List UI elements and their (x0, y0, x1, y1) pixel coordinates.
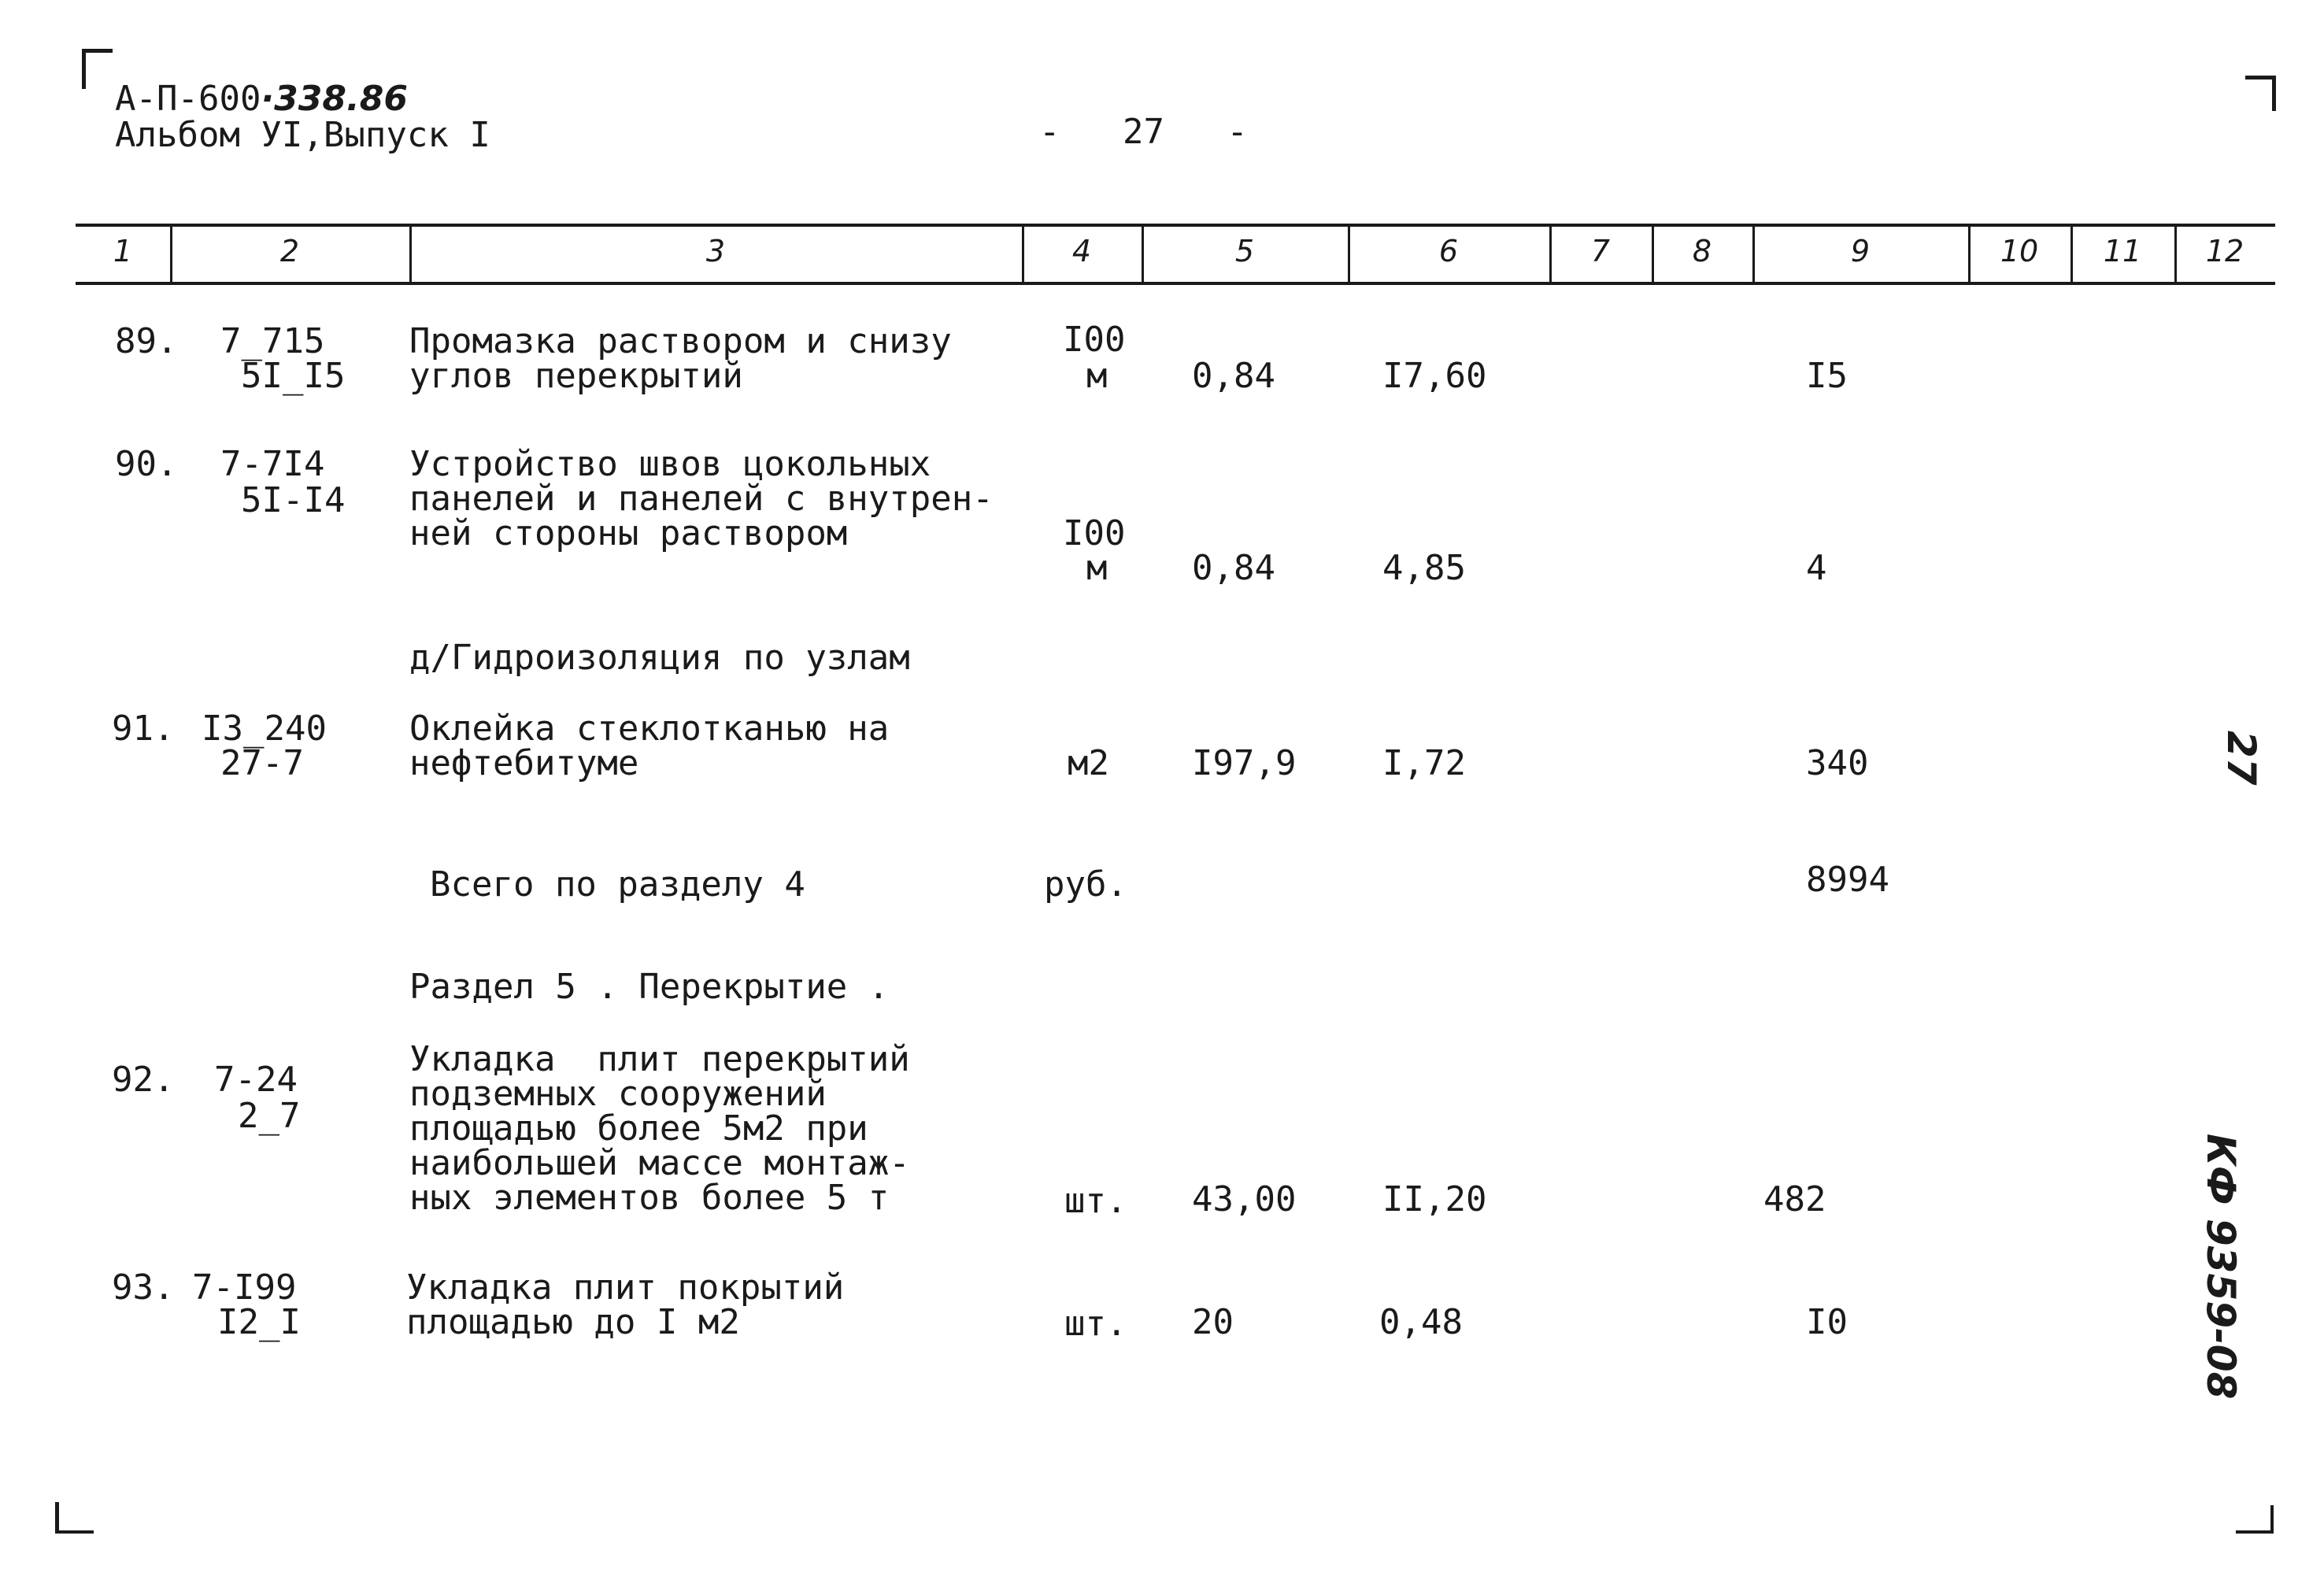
quantity: 0,84 (1192, 356, 1275, 396)
album-label: Альбом УI,Выпуск I (115, 115, 490, 155)
document-code (115, 79, 408, 119)
work-description: Оклейка стеклотканью на нефтебитуме (409, 709, 890, 783)
column-number: 7 (1590, 234, 1611, 268)
unit: м2 (1068, 743, 1109, 783)
unit-sub: м (1086, 356, 1108, 396)
document-code-handwritten: ·338.86 (261, 79, 408, 119)
work-description: Промазка раствором и снизу углов перекрытий (409, 321, 952, 396)
row-number: 91. (112, 709, 175, 749)
corner-mark-top-right (2245, 76, 2276, 111)
column-number: 11 (2103, 234, 2142, 268)
work-description: Устройство швов цокольных панелей и панелей с внутрен- ней стороны раствором (409, 444, 994, 553)
column-number: 1 (113, 234, 133, 268)
unit: I00 (1063, 513, 1126, 553)
column-number: 9 (1850, 234, 1871, 268)
rate-code-sub: 2_7 (238, 1096, 301, 1136)
column-number: 4 (1071, 234, 1092, 268)
unit-price: I,72 (1382, 743, 1466, 783)
subsection-heading: д/Гидроизоляция по узлам (409, 638, 910, 678)
rate-code-sub: 27-7 (220, 743, 304, 783)
unit-price: 4,85 (1382, 548, 1466, 588)
corner-mark-bottom-right (2236, 1505, 2274, 1534)
row-number: 90. (115, 444, 178, 484)
work-description: Укладка плит перекрытий подземных сооружений площадью более 5м2 при наибольшей массе монтаж- ных элементов более 5 т (409, 1039, 910, 1218)
column-number: 6 (1438, 234, 1459, 268)
archive-stamp: КФ 9359-08 (2198, 1134, 2244, 1400)
section-heading: Раздел 5 . Перекрытие . (409, 967, 890, 1007)
unit-price: 0,48 (1379, 1302, 1463, 1342)
column-number: 8 (1692, 234, 1712, 268)
unit-price: I7,60 (1382, 356, 1487, 396)
rate-code: 7-24 (214, 1060, 298, 1100)
row-number: 93. (112, 1267, 175, 1308)
rate-code: 7-I99 (192, 1267, 297, 1308)
page-number: - 27 - (1039, 112, 1248, 152)
row-number: 92. (112, 1060, 175, 1100)
unit: шт. (1064, 1181, 1127, 1221)
rate-code-sub: I2_I (217, 1302, 301, 1342)
rate-code: 7_715 (220, 321, 325, 361)
table-header-top-rule (76, 224, 2275, 227)
corner-mark-top-left (82, 49, 113, 89)
unit-price: II,20 (1382, 1179, 1487, 1219)
quantity: I97,9 (1192, 743, 1297, 783)
column-number: 3 (705, 234, 726, 268)
column-number: 12 (2205, 234, 2244, 268)
column-number: 5 (1234, 234, 1255, 268)
rate-code: 7-7I4 (220, 444, 325, 484)
section-total-label: Всего по разделу 4 (430, 864, 805, 905)
column-number: 10 (2000, 234, 2039, 268)
unit: шт. (1064, 1304, 1127, 1344)
total-cost: 4 (1806, 548, 1827, 588)
rate-code-sub: 5I-I4 (241, 480, 346, 520)
total-cost: 340 (1806, 743, 1869, 783)
total-cost: I5 (1806, 356, 1848, 396)
column-number: 2 (279, 234, 300, 268)
quantity: 43,00 (1192, 1179, 1297, 1219)
quantity: 0,84 (1192, 548, 1275, 588)
section-total-unit: руб. (1044, 864, 1127, 905)
quantity: 20 (1192, 1302, 1234, 1342)
rate-code: I3_240 (202, 709, 327, 749)
table-header-bottom-rule (76, 282, 2275, 285)
unit: I00 (1063, 320, 1126, 360)
row-number: 89. (115, 321, 178, 361)
document-code-printed: А-П-600 (115, 79, 261, 119)
corner-mark-bottom-left (55, 1502, 94, 1534)
rate-code-sub: 5I_I5 (241, 356, 346, 396)
margin-page-number: 27 (2219, 731, 2264, 786)
section-total-value: 8994 (1806, 860, 1889, 900)
unit-sub: м (1086, 548, 1108, 588)
total-cost: 482 (1763, 1179, 1826, 1219)
work-description: Укладка плит покрытий площадью до I м2 (406, 1267, 845, 1342)
total-cost: I0 (1806, 1302, 1848, 1342)
